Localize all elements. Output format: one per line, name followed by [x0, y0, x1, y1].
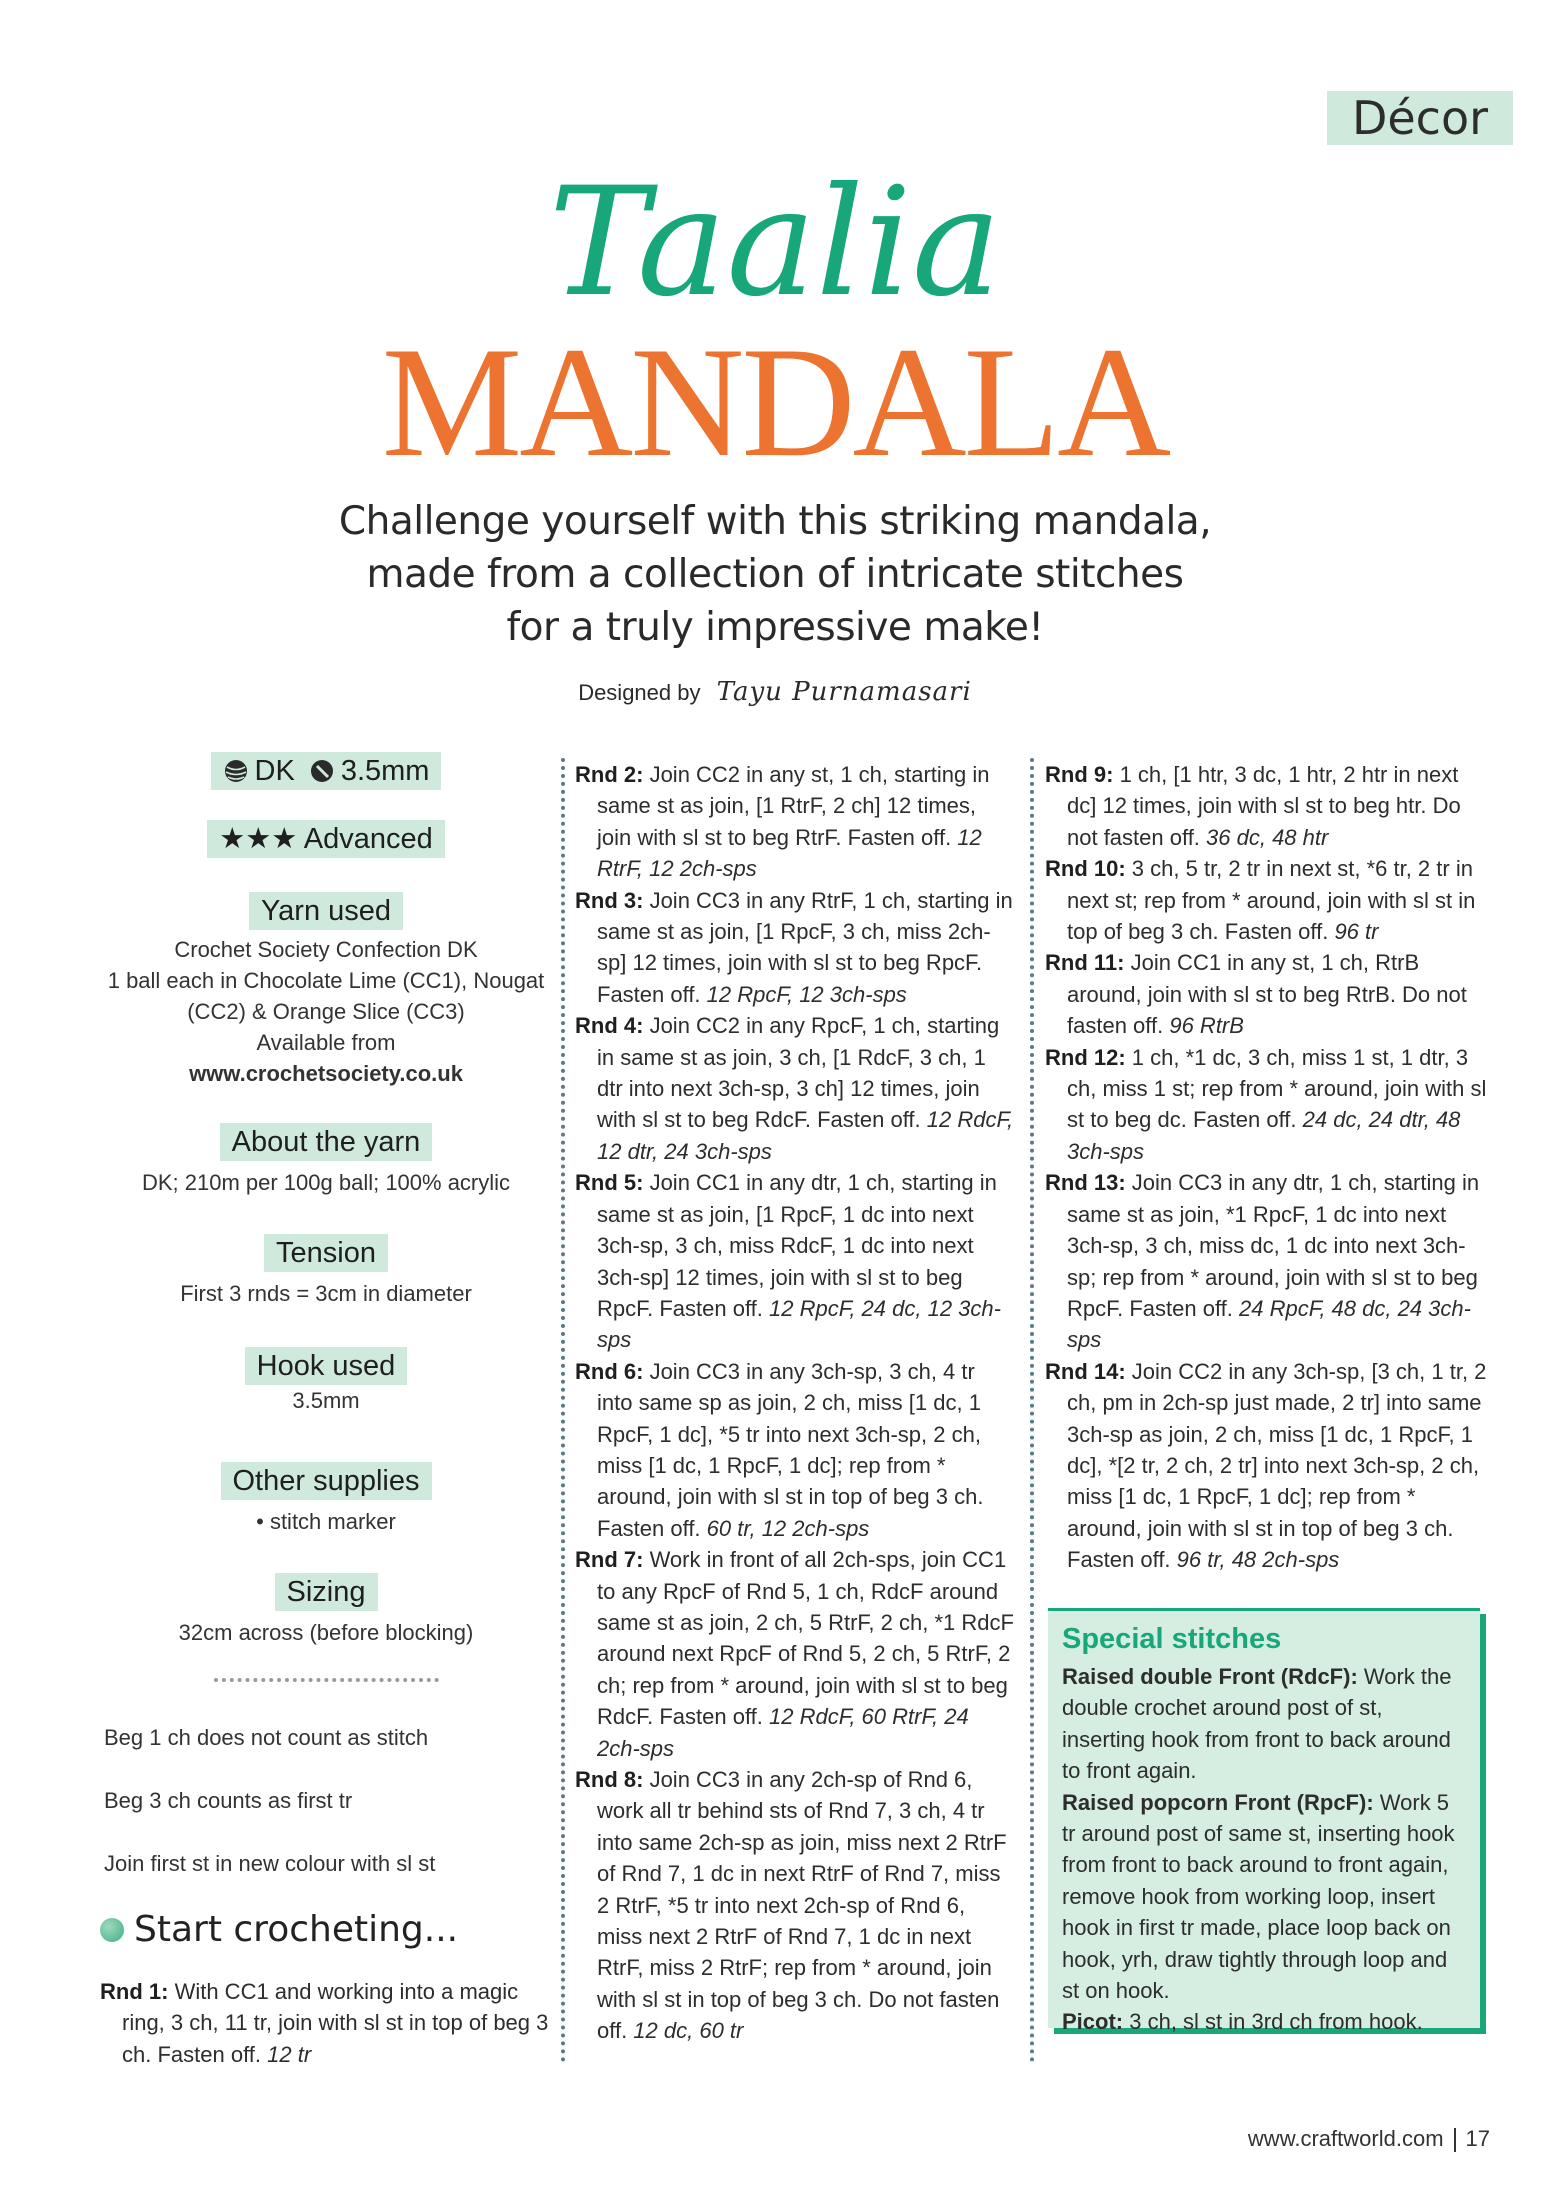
hook-icon [309, 758, 335, 784]
page-number: 17 [1465, 2126, 1490, 2151]
tension-heading: Tension [264, 1234, 388, 1272]
difficulty-level: Advanced [303, 823, 433, 855]
title-main: MANDALA [381, 315, 1169, 490]
yarn-ball-icon [223, 758, 249, 784]
stitch-definition: Raised double Front (RdcF): Work the double crochet around post of st, inserting hook from front to back around to front again. [1062, 1664, 1452, 1784]
round-3: Rnd 3: Join CC3 in any RtrF, 1 ch, starting in same st as join, [1 RpcF, 3 ch, miss 2ch-sp] 12 times, join with sl st to beg RpcF. Fasten off. 12 RpcF, 12 3ch-sps [575, 887, 1013, 1007]
difficulty-stars: ★★★ [219, 823, 298, 855]
round-6: Rnd 6: Join CC3 in any 3ch-sp, 3 ch, 4 tr into same sp as join, 2 ch, miss [1 dc, 1 RpcF, 1 dc], *5 tr into next 3ch-sp, 2 ch, miss [1 dc, 1 RpcF, 1 dc]; rep from * around, join with sl st in top of beg 3 ch. Fasten off. 60 tr, 12 2ch-sps [575, 1358, 984, 1541]
pattern-note: Beg 1 ch does not count as stitch [104, 1725, 429, 1750]
designer-name: Tayu Purnamasari [716, 677, 972, 707]
round-10: Rnd 10: 3 ch, 5 tr, 2 tr in next st, *6 tr, 2 tr in next st; rep from * around, join with sl st in top of beg 3 ch. Fasten off. 96 tr [1045, 856, 1476, 945]
round-13: Rnd 13: Join CC3 in any dtr, 1 ch, starting in same st as join, *1 RpcF, 1 dc into next 3ch-sp, 3 ch, miss dc, 1 dc into next 3ch-sp; rep from * around, join with sl st to beg RpcF. Fasten off. 24 RpcF, 48 dc, 24 3ch-sps [1045, 1170, 1480, 1353]
yarn-used-details [100, 934, 552, 1089]
divider [214, 1678, 439, 1682]
instructions-column-2 [575, 759, 1015, 2047]
round-4: Rnd 4: Join CC2 in any RpcF, 1 ch, starting in same st as join, 3 ch, [1 RdcF, 3 ch, 1 dtr into next 3ch-sp, 3 ch] 12 times, join with sl st to beg RdcF. Fasten off. 12 RdcF, 12 dtr, 24 3ch-sps [575, 1013, 1014, 1164]
intro-line: for a truly impressive make! [506, 605, 1044, 650]
yarn-used-heading: Yarn used [249, 892, 403, 930]
yarn-used-line: Available from [256, 1030, 396, 1055]
hook-size: 3.5mm [340, 755, 430, 787]
tension-text: First 3 rnds = 3cm in diameter [180, 1281, 472, 1306]
yarn-used-line: 1 ball each in Chocolate Lime (CC1), Nougat [107, 968, 545, 993]
yarn-used-line: (CC2) & Orange Slice (CC3) [187, 999, 465, 1024]
round-2: Rnd 2: Join CC2 in any st, 1 ch, starting in same st as join, [1 RtrF, 2 ch] 12 times, join with sl st to beg RtrF. Fasten off. 12 RtrF, 12 2ch-sps [575, 762, 990, 882]
yarn-hook-badge [211, 752, 442, 790]
yarn-ball-icon [100, 1918, 124, 1942]
special-stitches-heading: Special stitches [1062, 1623, 1282, 1655]
start-heading [100, 1909, 552, 1950]
round-11: Rnd 11: Join CC1 in any st, 1 ch, RtrB around, join with sl st to beg RtrB. Do not fasten off. 96 RtrB [1045, 950, 1467, 1039]
about-yarn-text: DK; 210m per 100g ball; 100% acrylic [141, 1170, 511, 1195]
footer-divider [1454, 2128, 1456, 2152]
other-supplies-heading: Other supplies [221, 1462, 432, 1500]
footer-url[interactable]: www.craftworld.com [1247, 2126, 1444, 2151]
intro-text [260, 495, 1290, 654]
intro-line: made from a collection of intricate stitches [366, 552, 1184, 597]
round-5: Rnd 5: Join CC1 in any dtr, 1 ch, starting in same st as join, [1 RpcF, 1 dc into next 3ch-sp, 3 ch, miss RdcF, 1 dc into next 3ch-sp] 12 times, join with sl st to beg RpcF. Fasten off. 12 RpcF, 24 dc, 12 3ch-sps [575, 1170, 1001, 1353]
sizing-text: 32cm across (before blocking) [178, 1620, 474, 1645]
round-1: Rnd 1: With CC1 and working into a magic ring, 3 ch, 11 tr, join with sl st in top of beg 3 ch. Fasten off. 12 tr [100, 1979, 549, 2067]
info-sidebar [100, 752, 552, 2070]
sizing-heading: Sizing [275, 1573, 378, 1611]
round-9: Rnd 9: 1 ch, [1 htr, 3 dc, 1 htr, 2 htr in next dc] 12 times, join with sl st to beg htr. Do not fasten off. 36 dc, 48 htr [1045, 762, 1461, 850]
yarn-weight: DK [254, 755, 295, 787]
column-divider [561, 758, 565, 2063]
difficulty-badge [207, 820, 444, 858]
section-label: Décor [1327, 91, 1513, 145]
start-label: Start crocheting... [134, 1909, 459, 1950]
hook-used-text: 3.5mm [292, 1388, 360, 1413]
stitch-definition: Picot: 3 ch, sl st in 3rd ch from hook. [1062, 2009, 1423, 2035]
special-stitches-box [1048, 1608, 1480, 2035]
other-supplies-text: • stitch marker [256, 1509, 396, 1534]
column-divider [1030, 758, 1034, 2063]
pattern-note: Join first st in new colour with sl st [104, 1851, 436, 1876]
designed-by-label: Designed by [578, 680, 701, 705]
round-7: Rnd 7: Work in front of all 2ch-sps, join CC1 to any RpcF of Rnd 5, 1 ch, RdcF around same st as join, 2 ch, 5 RtrF, 2 ch, *1 RdcF around next RpcF of Rnd 5, 2 ch, 5 RtrF, 2 ch; rep from * around, join with sl st to beg RdcF. Fasten off. 12 RdcF, 60 RtrF, 24 2ch-sps [575, 1547, 1014, 1761]
round-12: Rnd 12: 1 ch, *1 dc, 3 ch, miss 1 st, 1 dtr, 3 ch, miss 1 st; rep from * around, join with sl st to beg dc. Fasten off. 24 dc, 24 dtr, 48 3ch-sps [1045, 1044, 1487, 1164]
about-yarn-heading: About the yarn [220, 1123, 433, 1161]
page-footer [1248, 2126, 1490, 2152]
stitch-definition: Raised popcorn Front (RpcF): Work 5 tr around post of same st, inserting hook from front to back around to front again, remove hook from working loop, insert hook in first tr made, place loop back on hook, yrh, draw tightly through loop and st on hook. [1062, 1789, 1455, 2004]
round-14: Rnd 14: Join CC2 in any 3ch-sp, [3 ch, 1 tr, 2 ch, pm in 2ch-sp just made, 2 tr] into same 3ch-sp as join, 2 ch, miss [1 dc, 1 RpcF, 1 dc], *[2 tr, 2 ch, 2 tr] into next 3ch-sp, 2 ch, miss [1 dc, 1 RpcF, 1 dc]; rep from * around, join with sl st in top of beg 3 ch. Fasten off. 96 tr, 48 2ch-sps [1045, 1358, 1487, 1573]
title-script: Taalia [548, 156, 1002, 330]
intro-line: Challenge yourself with this striking mandala, [338, 499, 1212, 544]
hook-used-heading: Hook used [245, 1347, 408, 1385]
instructions-column-3 [1045, 759, 1490, 1576]
pattern-note: Beg 3 ch counts as first tr [104, 1788, 353, 1813]
round-8: Rnd 8: Join CC3 in any 2ch-sp of Rnd 6, work all tr behind sts of Rnd 7, 3 ch, 4 tr into same 2ch-sp as join, miss next 2 RtrF of Rnd 7, 1 dc in next RtrF of Rnd 7, miss 2 RtrF, *5 tr into next 2ch-sp of Rnd 6, miss next 2 RtrF of Rnd 7, 1 dc in next RtrF, miss 2 RtrF; rep from * around, join with sl st in top of beg 3 ch. Do not fasten off. 12 dc, 60 tr [575, 1767, 1007, 2044]
yarn-used-line: Crochet Society Confection DK [174, 937, 478, 962]
yarn-supplier-link[interactable]: www.crochetsociety.co.uk [189, 1061, 463, 1086]
designer-credit [0, 675, 1550, 710]
